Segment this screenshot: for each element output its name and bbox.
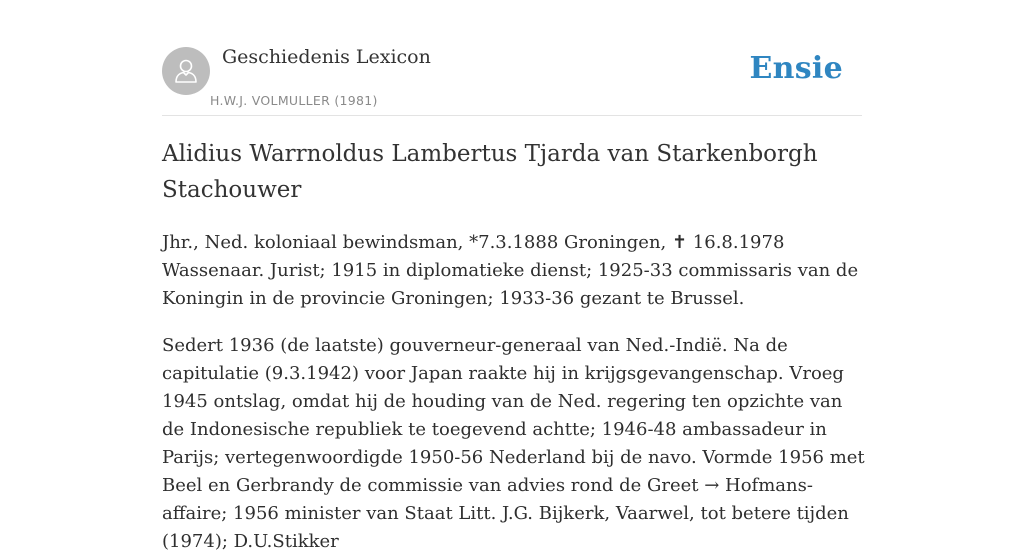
- article-paragraph: [162, 332, 867, 556]
- paragraph-text: Jhr., Ned. koloniaal bewindsman, *7.3.1888 Groningen,: [162, 232, 672, 253]
- avatar[interactable]: [162, 47, 210, 95]
- article-paragraph: [162, 229, 862, 313]
- paragraph-text: Sedert 1936 (de laatste) gouverneur-generaal van Ned.-Indië. Na de capitulatie (9.3.1942) voor Japan raakte hij in krijgsgevangenschap. Vroeg 1945 ontslag, omdat hij de houding van de Ned. regering ten opzichte van de Indonesische republiek te toegevend achtte; 1946-48 ambassadeur in Parijs; vertegenwoordigde 1950-56 Nederland bij de navo. Vormde 1956 met Beel en Gerbrandy de commissie van advies rond de Greet: [162, 335, 865, 496]
- article: [162, 136, 865, 556]
- header: [162, 0, 862, 116]
- death-cross-icon: ✝: [671, 232, 688, 253]
- paragraph-text: 16.8.1978 Wassenaar. Jurist; 1915 in diplomatieke dienst; 1925-33 commissaris van de Koningin in de provincie Groningen; 1933-36 gezant te Brussel.: [162, 232, 859, 309]
- article-title: Alidius Warrnoldus Lambertus Tjarda van Starkenborgh Stachouwer: [162, 141, 818, 203]
- author-credit: H.W.J. VOLMULLER (1981): [210, 93, 378, 108]
- user-avatar-icon: [171, 56, 201, 86]
- lexicon-title[interactable]: Geschiedenis Lexicon: [222, 46, 431, 68]
- cross-reference-link[interactable]: → Hofmans-affaire: [162, 475, 813, 524]
- ensie-logo[interactable]: Ensie: [749, 51, 843, 86]
- paragraph-text: ; 1956 minister van Staat Litt. J.G. Bijkerk, Vaarwel, tot betere tijden (1974); D.U.Stikker: [162, 503, 849, 552]
